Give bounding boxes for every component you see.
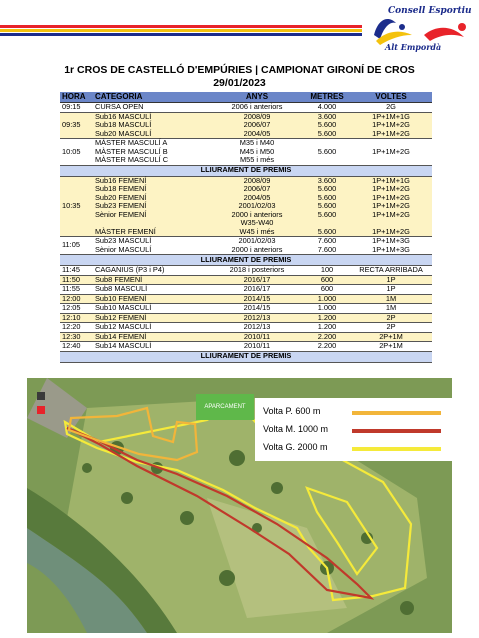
table-header-row [60, 92, 432, 103]
cell-line: 2010/11 [243, 331, 271, 341]
cell-voltes-lines [352, 342, 430, 351]
cell-line: Sub10 MASCULÍ [95, 303, 152, 312]
cell-line: 1.000 [317, 303, 337, 312]
header-anys: ANYS [210, 92, 304, 103]
cell-anys [210, 103, 304, 113]
cell-line: 1.200 [317, 312, 337, 322]
cell-hora: 10:05 [60, 139, 93, 166]
logo-swoosh-red [424, 28, 464, 41]
cell-hora: 09:35 [60, 112, 93, 139]
cell-line: MÀSTER MASCULÍ C [95, 155, 169, 164]
course-map [27, 378, 452, 633]
cell-line: Sub8 MASCULÍ [95, 284, 148, 293]
cell-line: Sub20 FEMENÍ [95, 192, 147, 202]
cell-line: 2P+1M [379, 341, 403, 350]
cell-line: M45 i M50 [239, 146, 275, 156]
cell-line: 2014/15 [243, 303, 271, 312]
cell-metres-lines [306, 342, 348, 351]
cell-voltes [350, 103, 432, 113]
map-legend [255, 398, 452, 461]
cell-line: 2000 i anteriors [231, 209, 283, 219]
cell-line: 1P+1M+1G [372, 175, 410, 185]
cell-cat-lines [95, 177, 208, 237]
cell-line: 1P+1M+2G [372, 146, 410, 156]
cell-line: 7.600 [317, 236, 337, 245]
cell-line: 2004/05 [243, 192, 271, 202]
table-row [60, 285, 432, 295]
table-row [60, 304, 432, 314]
legend-label-g: Volta G. 2000 m [263, 442, 328, 452]
cell-cat-lines [95, 285, 208, 294]
cell-metres-lines [306, 113, 348, 139]
cell-metres-lines [306, 266, 348, 275]
table-row [60, 139, 432, 166]
cell-anys [210, 285, 304, 295]
cell-cat-lines [95, 304, 208, 313]
cell-cat-lines [95, 237, 208, 254]
cell-line: Sub23 MASCULÍ [95, 236, 152, 245]
cell-voltes-lines [352, 237, 430, 254]
cell-cat [93, 342, 210, 352]
cell-line: 600 [320, 274, 334, 284]
cell-line: 2.200 [317, 331, 337, 341]
cell-cat-lines [95, 323, 208, 332]
cell-voltes-lines [352, 177, 430, 237]
cell-line: 1P+1M+2G [372, 192, 410, 202]
awards-row [60, 255, 432, 266]
cell-line: 2016/17 [243, 284, 271, 293]
cell-metres [304, 103, 350, 113]
cell-line: 3.600 [317, 111, 337, 121]
cell-anys-lines [212, 276, 302, 285]
table-row [60, 103, 432, 113]
cell-voltes [350, 237, 432, 255]
stripe-blue [0, 33, 362, 36]
cell-anys [210, 237, 304, 255]
cell-voltes [350, 304, 432, 314]
cell-voltes [350, 266, 432, 276]
cell-hora: 12:10 [60, 313, 93, 323]
cell-cat [93, 323, 210, 333]
cell-line: Sènior FEMENÍ [95, 209, 147, 219]
cell-voltes [350, 176, 432, 237]
cell-line: 2008/09 [243, 111, 271, 121]
cell-line: 2P [386, 322, 396, 331]
cell-anys-lines [212, 314, 302, 323]
cell-line: 2014/15 [243, 293, 271, 303]
header-metres: METRES [304, 92, 350, 103]
header-categoria: CATEGORIA [93, 92, 210, 103]
cell-line: CURSA OPEN [95, 102, 144, 111]
cell-anys-lines [212, 113, 302, 139]
map-marker-2 [37, 406, 45, 414]
cell-metres-lines [306, 237, 348, 254]
cell-voltes-lines [352, 323, 430, 332]
cell-line: Sub20 MASCULÍ [95, 128, 152, 138]
cell-anys-lines [212, 285, 302, 294]
cell-line: Sub18 MASCULÍ [95, 120, 152, 129]
table-row [60, 237, 432, 255]
cell-line: 5.600 [317, 184, 337, 193]
cell-line: Sub14 MASCULÍ [95, 341, 152, 350]
cell-line: 3.600 [317, 175, 337, 185]
cell-hora: 12:30 [60, 332, 93, 342]
legend-line-p [352, 411, 441, 415]
cell-line: Sub12 MASCULÍ [95, 322, 152, 331]
cell-line: 2001/02/03 [238, 236, 276, 245]
cell-voltes-lines [352, 333, 430, 342]
cell-line: MÀSTER MASCULÍ B [95, 146, 168, 156]
awards-label: LLIURAMENT DE PREMIS [60, 165, 432, 176]
cell-hora: 12:05 [60, 304, 93, 314]
cell-line: 2006/07 [243, 120, 271, 129]
logo-dot-red [458, 23, 466, 31]
header-hora: HORA [60, 92, 93, 103]
cell-voltes-lines [352, 266, 430, 275]
cell-line: 7.600 [317, 244, 337, 254]
cell-voltes-lines [352, 285, 430, 294]
cell-line: M55 i més [239, 155, 275, 164]
cell-anys [210, 176, 304, 237]
cell-voltes-lines [352, 276, 430, 285]
cell-hora: 12:00 [60, 294, 93, 304]
legend-line-g [352, 447, 441, 451]
cell-metres-lines [306, 295, 348, 304]
cell-line: 2016/17 [243, 274, 271, 284]
cell-voltes [350, 342, 432, 352]
legend-label-p: Volta P. 600 m [263, 406, 321, 416]
cell-line: Sub8 FEMENÍ [95, 274, 143, 284]
cell-line: 2P [386, 312, 396, 322]
cell-line: 5.600 [317, 209, 337, 219]
awards-label: LLIURAMENT DE PREMIS [60, 351, 432, 362]
cell-line: 5.600 [317, 192, 337, 202]
cell-hora: 11:55 [60, 285, 93, 295]
cell-line: 2P+1M [379, 331, 403, 341]
cell-line: Sub18 FEMENÍ [95, 184, 147, 193]
cell-line: 1P+1M+3G [372, 244, 410, 254]
cell-line: 4.000 [317, 102, 337, 111]
cell-anys [210, 323, 304, 333]
cell-anys [210, 112, 304, 139]
page-title: 1r CROS DE CASTELLÓ D'EMPÚRIES | CAMPIONAT GIRONÍ DE CROS [64, 64, 415, 76]
cell-line: 1M [385, 293, 397, 303]
cell-cat-lines [95, 333, 208, 342]
table-row [60, 266, 432, 276]
cell-anys-lines [212, 177, 302, 237]
logo-text-line1: Consell Esportiu [388, 6, 472, 16]
cell-line: 1P+1M+2G [372, 201, 410, 210]
cell-metres-lines [306, 304, 348, 313]
cell-line: 5.600 [317, 226, 337, 236]
cell-metres-lines [306, 276, 348, 285]
cell-cat-lines [95, 139, 208, 165]
awards-row [60, 351, 432, 362]
cell-cat-lines [95, 113, 208, 139]
cell-line: 5.600 [317, 128, 337, 138]
parking-label: APARCAMENT [196, 394, 254, 420]
cell-line: 1.200 [317, 322, 337, 331]
cell-hora: 11:05 [60, 237, 93, 255]
cell-cat [93, 139, 210, 166]
map-marker-1 [37, 392, 45, 400]
header-voltes: VOLTES [350, 92, 432, 103]
cell-line: Sub12 FEMENÍ [95, 312, 147, 322]
cell-line: 2.200 [317, 341, 337, 350]
table-row [60, 176, 432, 237]
cell-voltes-lines [352, 304, 430, 313]
cell-line: 2010/11 [243, 341, 271, 350]
cell-anys [210, 342, 304, 352]
cell-cat-lines [95, 276, 208, 285]
awards-row [60, 165, 432, 176]
cell-metres [304, 237, 350, 255]
cell-line: 2008/09 [243, 175, 271, 185]
cell-line: CAGANIUS (P3 i P4) [95, 265, 165, 274]
cell-voltes-lines [352, 113, 430, 139]
cell-cat [93, 237, 210, 255]
cell-metres [304, 139, 350, 166]
legend-line-m [352, 429, 441, 433]
cell-anys-lines [212, 139, 302, 165]
cell-line: Sub23 FEMENÍ [95, 201, 147, 210]
stripe-red [0, 25, 362, 28]
cell-voltes-lines [352, 103, 430, 112]
cell-anys-lines [212, 237, 302, 254]
cell-line: 2001/02/03 [238, 201, 276, 210]
cell-hora: 12:20 [60, 323, 93, 333]
cell-line: 2006/07 [243, 184, 271, 193]
cell-anys [210, 139, 304, 166]
cell-anys-lines [212, 304, 302, 313]
awards-label: LLIURAMENT DE PREMIS [60, 255, 432, 266]
cell-line: 1P+1M+2G [372, 120, 410, 129]
schedule-table [60, 92, 432, 363]
cell-line: 5.600 [317, 146, 337, 156]
cell-line: 1P [386, 274, 396, 284]
cell-line: MÀSTER FEMENÍ [95, 226, 156, 236]
cell-metres-lines [306, 285, 348, 294]
cell-line: 2004/05 [243, 128, 271, 138]
cell-line: 2012/13 [243, 312, 271, 322]
cell-voltes-lines [352, 148, 430, 157]
cell-metres [304, 323, 350, 333]
cell-line: 1.000 [317, 293, 337, 303]
cell-metres-lines [306, 323, 348, 332]
cell-metres-lines [306, 333, 348, 342]
cell-line: M35 i M40 [239, 138, 275, 147]
cell-line: 1P+1M+2G [372, 184, 410, 193]
cell-line: 2G [386, 102, 396, 111]
cell-line: 1P+1M+1G [372, 111, 410, 121]
cell-cat-lines [95, 103, 208, 112]
cell-anys [210, 304, 304, 314]
cell-line: Sub14 FEMENÍ [95, 331, 147, 341]
table-row [60, 323, 432, 333]
cell-cat [93, 266, 210, 276]
cell-cat [93, 103, 210, 113]
cell-metres-lines [306, 177, 348, 237]
cell-line: 2012/13 [243, 322, 271, 331]
cell-line: 2000 i anteriors [231, 244, 283, 254]
cell-cat-lines [95, 314, 208, 323]
cell-voltes [350, 285, 432, 295]
cell-cat-lines [95, 266, 208, 275]
cell-line: Sub16 MASCULÍ [95, 111, 152, 121]
cell-line: 5.600 [317, 120, 337, 129]
table-row [60, 342, 432, 352]
cell-hora: 12:40 [60, 342, 93, 352]
cell-metres-lines [306, 314, 348, 323]
cell-cat [93, 285, 210, 295]
cell-line: MÀSTER MASCULÍ A [95, 138, 168, 147]
cell-metres [304, 342, 350, 352]
cell-line: 1P+1M+3G [372, 236, 410, 245]
cell-line: 600 [320, 284, 334, 293]
cell-line: 1M [385, 303, 397, 312]
cell-metres [304, 285, 350, 295]
cell-voltes [350, 112, 432, 139]
cell-voltes-lines [352, 295, 430, 304]
cell-cat [93, 176, 210, 237]
cell-line: 1P [386, 284, 396, 293]
cell-anys-lines [212, 342, 302, 351]
cell-line: W35-W40 [240, 218, 274, 227]
cell-anys [210, 266, 304, 276]
cell-metres-lines [306, 103, 348, 112]
cell-cat [93, 304, 210, 314]
cell-anys-lines [212, 333, 302, 342]
stripe-yellow [0, 29, 362, 32]
legend-label-m: Volta M. 1000 m [263, 424, 329, 434]
logo-dot-blue [399, 24, 405, 30]
cell-line: Sub16 FEMENÍ [95, 175, 147, 185]
cell-metres-lines [306, 148, 348, 157]
cell-line: 1P+1M+2G [372, 226, 410, 236]
cell-hora: 11:45 [60, 266, 93, 276]
cell-line: Sub10 FEMENÍ [95, 293, 147, 303]
cell-cat-lines [95, 342, 208, 351]
cell-line: Sènior MASCULÍ [95, 244, 152, 254]
cell-cat [93, 112, 210, 139]
cell-hora: 11:50 [60, 275, 93, 285]
table-row [60, 112, 432, 139]
cell-voltes [350, 139, 432, 166]
event-date: 29/01/2023 [213, 77, 266, 89]
cell-hora: 10:35 [60, 176, 93, 237]
cell-line: 1P+1M+2G [372, 209, 410, 219]
logo-text-line2: Alt Empordà [385, 42, 442, 52]
schedule-table-body [60, 92, 432, 362]
cell-anys-lines [212, 323, 302, 332]
cell-voltes-lines [352, 314, 430, 323]
header-stripes [0, 25, 362, 38]
cell-anys-lines [212, 295, 302, 304]
cell-cat-lines [95, 295, 208, 304]
cell-line: RECTA ARRIBADA [359, 265, 423, 274]
cell-metres [304, 112, 350, 139]
cell-hora: 09:15 [60, 103, 93, 113]
cell-metres [304, 304, 350, 314]
cell-line: 2018 i posteriors [229, 265, 285, 274]
cell-line: 5.600 [317, 201, 337, 210]
cell-voltes [350, 323, 432, 333]
cell-anys-lines [212, 266, 302, 275]
cell-line: 100 [320, 265, 334, 274]
cell-line: 1P+1M+2G [372, 128, 410, 138]
cell-line: W45 i més [239, 226, 275, 236]
cell-metres [304, 266, 350, 276]
cell-anys-lines [212, 103, 302, 112]
cell-metres [304, 176, 350, 237]
cell-line: 2006 i anteriors [231, 102, 283, 111]
